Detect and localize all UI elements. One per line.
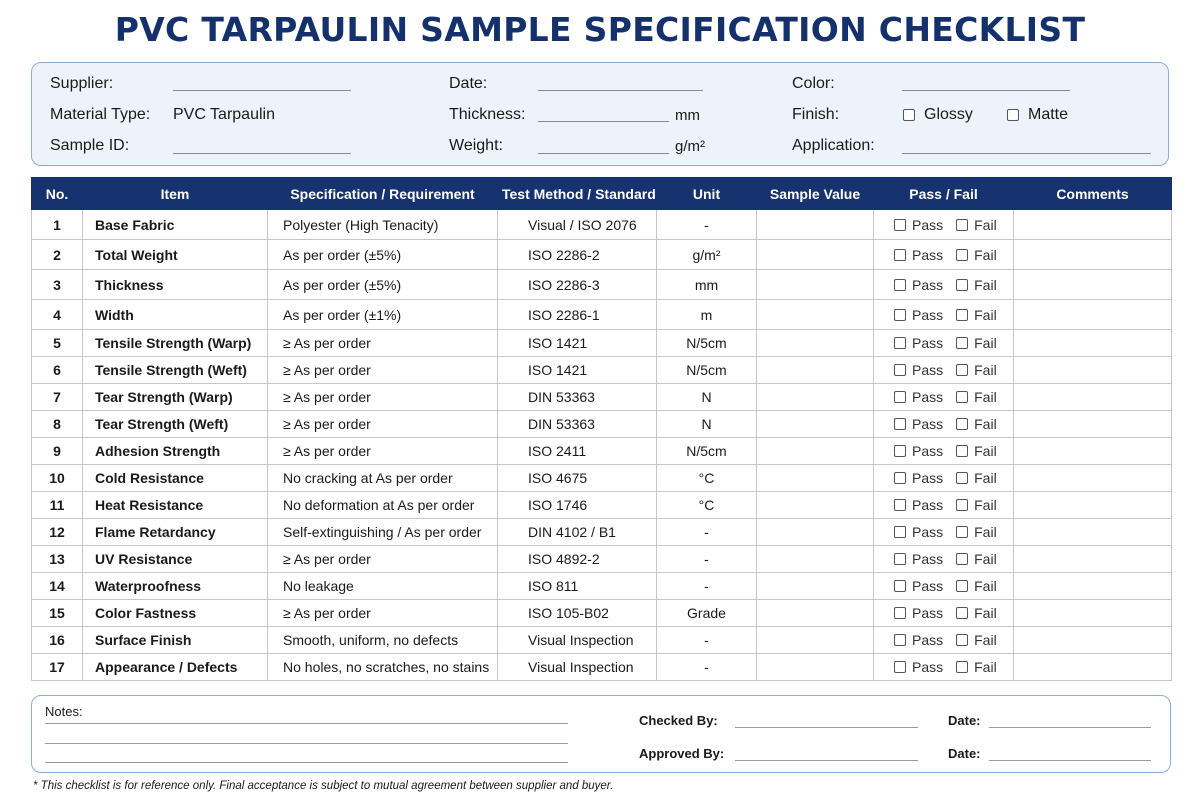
row-comments-input[interactable] [1014, 411, 1172, 438]
row-test-method: Visual / ISO 2076 [498, 210, 657, 240]
pass-checkbox[interactable] [894, 249, 906, 261]
sample-id-field[interactable] [173, 153, 351, 154]
row-number: 14 [32, 573, 83, 600]
row-item: Flame Retardancy [83, 519, 268, 546]
row-pass-fail [874, 465, 1014, 492]
row-unit: - [657, 546, 757, 573]
row-sample-value-input[interactable] [757, 357, 874, 384]
header-sample-value: Sample Value [757, 178, 874, 210]
sample-info-panel [31, 62, 1169, 166]
table-row [32, 384, 1172, 411]
row-comments-input[interactable] [1014, 384, 1172, 411]
fail-label: Fail [974, 470, 997, 486]
weight-unit: g/m² [675, 138, 705, 155]
row-spec: ≥ As per order [268, 438, 498, 465]
row-comments-input[interactable] [1014, 546, 1172, 573]
row-test-method: ISO 2286-2 [498, 240, 657, 270]
table-row [32, 240, 1172, 270]
row-test-method: DIN 53363 [498, 411, 657, 438]
fail-checkbox[interactable] [956, 279, 968, 291]
color-label: Color: [792, 75, 835, 92]
sample-id-label: Sample ID: [50, 137, 130, 154]
pass-checkbox[interactable] [894, 580, 906, 592]
row-pass-fail [874, 300, 1014, 330]
table-row [32, 270, 1172, 300]
weight-label: Weight: [449, 137, 503, 154]
row-item: Adhesion Strength [83, 438, 268, 465]
row-unit: N/5cm [657, 438, 757, 465]
row-pass-fail [874, 519, 1014, 546]
row-spec: ≥ As per order [268, 357, 498, 384]
table-row [32, 654, 1172, 681]
checked-date-label: Date: [948, 713, 981, 728]
fail-checkbox[interactable] [956, 309, 968, 321]
row-spec: ≥ As per order [268, 546, 498, 573]
row-item: Tensile Strength (Warp) [83, 330, 268, 357]
pass-label: Pass [912, 389, 944, 405]
row-item: UV Resistance [83, 546, 268, 573]
row-unit: N [657, 384, 757, 411]
fail-label: Fail [974, 306, 997, 323]
row-number: 4 [32, 300, 83, 330]
row-item: Surface Finish [83, 627, 268, 654]
fail-checkbox[interactable] [956, 634, 968, 646]
row-sample-value-input[interactable] [757, 465, 874, 492]
fail-checkbox[interactable] [956, 391, 968, 403]
row-sample-value-input[interactable] [757, 438, 874, 465]
row-number: 9 [32, 438, 83, 465]
supplier-field[interactable] [173, 90, 351, 91]
pass-checkbox[interactable] [894, 309, 906, 321]
approved-by-label: Approved By: [639, 746, 725, 761]
row-unit: - [657, 573, 757, 600]
header-no: No. [32, 178, 83, 210]
row-comments-input[interactable] [1014, 465, 1172, 492]
fail-checkbox[interactable] [956, 526, 968, 538]
fail-checkbox[interactable] [956, 472, 968, 484]
fail-checkbox[interactable] [956, 249, 968, 261]
row-comments-input[interactable] [1014, 600, 1172, 627]
checked-date-field[interactable] [989, 727, 1151, 728]
row-unit: m [657, 300, 757, 330]
row-sample-value-input[interactable] [757, 654, 874, 681]
date-field[interactable] [538, 90, 703, 91]
row-item: Tensile Strength (Weft) [83, 357, 268, 384]
row-comments-input[interactable] [1014, 270, 1172, 300]
row-number: 2 [32, 240, 83, 270]
row-spec: As per order (±5%) [268, 240, 498, 270]
thickness-field[interactable] [538, 121, 669, 122]
table-row [32, 465, 1172, 492]
row-unit: - [657, 519, 757, 546]
table-row [32, 627, 1172, 654]
row-item: Base Fabric [83, 210, 268, 240]
approved-by-field[interactable] [735, 760, 918, 761]
fail-label: Fail [974, 389, 997, 405]
table-row [32, 411, 1172, 438]
row-test-method: ISO 1421 [498, 330, 657, 357]
row-spec: No deformation at As per order [268, 492, 498, 519]
row-unit: Grade [657, 600, 757, 627]
row-comments-input[interactable] [1014, 240, 1172, 270]
pass-checkbox[interactable] [894, 219, 906, 231]
fail-label: Fail [974, 443, 997, 459]
row-comments-input[interactable] [1014, 654, 1172, 681]
table-row [32, 438, 1172, 465]
row-sample-value-input[interactable] [757, 210, 874, 240]
pass-label: Pass [912, 246, 944, 263]
fail-label: Fail [974, 551, 997, 567]
row-comments-input[interactable] [1014, 627, 1172, 654]
row-pass-fail [874, 210, 1014, 240]
pass-checkbox[interactable] [894, 364, 906, 376]
row-spec: As per order (±1%) [268, 300, 498, 330]
date-label: Date: [449, 75, 488, 92]
table-row [32, 573, 1172, 600]
fail-label: Fail [974, 659, 997, 675]
row-number: 6 [32, 357, 83, 384]
row-test-method: DIN 53363 [498, 384, 657, 411]
row-unit: N/5cm [657, 330, 757, 357]
fail-checkbox[interactable] [956, 580, 968, 592]
table-row [32, 357, 1172, 384]
fail-checkbox[interactable] [956, 607, 968, 619]
weight-field[interactable] [538, 153, 669, 154]
row-unit: mm [657, 270, 757, 300]
row-pass-fail [874, 330, 1014, 357]
row-pass-fail [874, 438, 1014, 465]
pass-label: Pass [912, 605, 944, 621]
fail-label: Fail [974, 246, 997, 263]
row-test-method: ISO 2286-3 [498, 270, 657, 300]
notes-line-3[interactable] [45, 762, 568, 763]
pass-label: Pass [912, 416, 944, 432]
table-row [32, 546, 1172, 573]
table-row [32, 300, 1172, 330]
footnote: * This checklist is for reference only. Final acceptance is subject to mutual agreement between supplier and buyer. [33, 780, 614, 792]
row-item: Waterproofness [83, 573, 268, 600]
row-number: 7 [32, 384, 83, 411]
pass-label: Pass [912, 659, 944, 675]
fail-label: Fail [974, 524, 997, 540]
row-number: 16 [32, 627, 83, 654]
fail-label: Fail [974, 605, 997, 621]
spec-table [31, 177, 1172, 681]
row-test-method: ISO 1421 [498, 357, 657, 384]
row-item: Tear Strength (Weft) [83, 411, 268, 438]
table-row [32, 330, 1172, 357]
row-item: Tear Strength (Warp) [83, 384, 268, 411]
row-comments-input[interactable] [1014, 492, 1172, 519]
row-spec: ≥ As per order [268, 411, 498, 438]
row-test-method: ISO 2286-1 [498, 300, 657, 330]
fail-checkbox[interactable] [956, 418, 968, 430]
header-unit: Unit [657, 178, 757, 210]
row-test-method: Visual Inspection [498, 627, 657, 654]
header-pass-fail: Pass / Fail [874, 178, 1014, 210]
row-sample-value-input[interactable] [757, 600, 874, 627]
fail-label: Fail [974, 276, 997, 293]
table-row [32, 210, 1172, 240]
row-test-method: ISO 811 [498, 573, 657, 600]
page-title: PVC TARPAULIN SAMPLE SPECIFICATION CHECKLIST [114, 10, 1086, 49]
row-pass-fail [874, 600, 1014, 627]
header-spec: Specification / Requirement [268, 178, 498, 210]
pass-label: Pass [912, 276, 944, 293]
pass-checkbox[interactable] [894, 499, 906, 511]
thickness-label: Thickness: [449, 106, 526, 123]
row-item: Cold Resistance [83, 465, 268, 492]
row-item: Total Weight [83, 240, 268, 270]
row-sample-value-input[interactable] [757, 573, 874, 600]
row-item: Heat Resistance [83, 492, 268, 519]
row-comments-input[interactable] [1014, 210, 1172, 240]
row-pass-fail [874, 357, 1014, 384]
row-test-method: ISO 1746 [498, 492, 657, 519]
pass-label: Pass [912, 362, 944, 378]
row-sample-value-input[interactable] [757, 330, 874, 357]
pass-label: Pass [912, 551, 944, 567]
matte-label: Matte [1028, 106, 1069, 123]
pass-label: Pass [912, 443, 944, 459]
pass-checkbox[interactable] [894, 607, 906, 619]
pass-label: Pass [912, 306, 944, 323]
matte-checkbox[interactable] [1007, 109, 1019, 121]
notes-line-2[interactable] [45, 743, 568, 744]
row-pass-fail [874, 654, 1014, 681]
pass-checkbox[interactable] [894, 337, 906, 349]
row-spec: No leakage [268, 573, 498, 600]
supplier-label: Supplier: [50, 75, 114, 92]
row-sample-value-input[interactable] [757, 300, 874, 330]
fail-checkbox[interactable] [956, 219, 968, 231]
pass-label: Pass [912, 216, 944, 233]
table-row [32, 519, 1172, 546]
pass-label: Pass [912, 335, 944, 351]
row-unit: N [657, 411, 757, 438]
header-item: Item [83, 178, 268, 210]
row-pass-fail [874, 492, 1014, 519]
row-item: Width [83, 300, 268, 330]
row-comments-input[interactable] [1014, 330, 1172, 357]
row-unit: N/5cm [657, 357, 757, 384]
row-test-method: ISO 4675 [498, 465, 657, 492]
row-test-method: DIN 4102 / B1 [498, 519, 657, 546]
row-spec: As per order (±5%) [268, 270, 498, 300]
row-number: 5 [32, 330, 83, 357]
color-field[interactable] [902, 90, 1070, 91]
row-number: 12 [32, 519, 83, 546]
header-test-method: Test Method / Standard [498, 178, 657, 210]
pass-checkbox[interactable] [894, 472, 906, 484]
pass-checkbox[interactable] [894, 634, 906, 646]
row-unit: - [657, 654, 757, 681]
row-item: Thickness [83, 270, 268, 300]
finish-label: Finish: [792, 106, 840, 123]
row-pass-fail [874, 411, 1014, 438]
material-type-label: Material Type: [50, 106, 151, 123]
row-test-method: ISO 105-B02 [498, 600, 657, 627]
fail-label: Fail [974, 362, 997, 378]
row-unit: - [657, 627, 757, 654]
row-pass-fail [874, 546, 1014, 573]
row-comments-input[interactable] [1014, 357, 1172, 384]
row-sample-value-input[interactable] [757, 492, 874, 519]
row-spec: Polyester (High Tenacity) [268, 210, 498, 240]
row-test-method: ISO 4892-2 [498, 546, 657, 573]
row-unit: - [657, 210, 757, 240]
fail-label: Fail [974, 578, 997, 594]
row-comments-input[interactable] [1014, 573, 1172, 600]
row-pass-fail [874, 384, 1014, 411]
table-row [32, 600, 1172, 627]
row-number: 3 [32, 270, 83, 300]
fail-checkbox[interactable] [956, 445, 968, 457]
table-row [32, 492, 1172, 519]
pass-label: Pass [912, 578, 944, 594]
fail-checkbox[interactable] [956, 337, 968, 349]
pass-label: Pass [912, 524, 944, 540]
row-pass-fail [874, 270, 1014, 300]
fail-checkbox[interactable] [956, 364, 968, 376]
row-unit: g/m² [657, 240, 757, 270]
fail-label: Fail [974, 216, 997, 233]
row-sample-value-input[interactable] [757, 519, 874, 546]
row-comments-input[interactable] [1014, 300, 1172, 330]
row-spec: Self-extinguishing / As per order [268, 519, 498, 546]
glossy-label: Glossy [924, 106, 973, 123]
row-spec: ≥ As per order [268, 600, 498, 627]
header-comments: Comments [1014, 178, 1172, 210]
row-number: 10 [32, 465, 83, 492]
fail-label: Fail [974, 416, 997, 432]
row-spec: No cracking at As per order [268, 465, 498, 492]
pass-checkbox[interactable] [894, 391, 906, 403]
row-unit: °C [657, 465, 757, 492]
row-pass-fail [874, 627, 1014, 654]
row-item: Color Fastness [83, 600, 268, 627]
row-sample-value-input[interactable] [757, 270, 874, 300]
fail-checkbox[interactable] [956, 553, 968, 565]
pass-checkbox[interactable] [894, 661, 906, 673]
notes-label: Notes: [45, 704, 83, 719]
approved-date-label: Date: [948, 746, 981, 761]
row-sample-value-input[interactable] [757, 546, 874, 573]
application-label: Application: [792, 137, 875, 154]
row-number: 17 [32, 654, 83, 681]
row-spec: No holes, no scratches, no stains [268, 654, 498, 681]
approved-date-field[interactable] [989, 760, 1151, 761]
row-test-method: ISO 2411 [498, 438, 657, 465]
checked-by-field[interactable] [735, 727, 918, 728]
glossy-checkbox[interactable] [903, 109, 915, 121]
pass-checkbox[interactable] [894, 445, 906, 457]
row-number: 1 [32, 210, 83, 240]
application-field[interactable] [902, 153, 1151, 154]
fail-checkbox[interactable] [956, 661, 968, 673]
row-sample-value-input[interactable] [757, 240, 874, 270]
pass-checkbox[interactable] [894, 526, 906, 538]
pass-checkbox[interactable] [894, 279, 906, 291]
row-number: 13 [32, 546, 83, 573]
fail-label: Fail [974, 335, 997, 351]
row-comments-input[interactable] [1014, 519, 1172, 546]
row-unit: °C [657, 492, 757, 519]
pass-label: Pass [912, 470, 944, 486]
row-spec: Smooth, uniform, no defects [268, 627, 498, 654]
table-header-row [32, 178, 1172, 210]
row-number: 8 [32, 411, 83, 438]
row-pass-fail [874, 573, 1014, 600]
thickness-unit: mm [675, 107, 700, 124]
row-number: 11 [32, 492, 83, 519]
checked-by-label: Checked By: [639, 713, 718, 728]
notes-signoff-panel [31, 695, 1171, 773]
row-test-method: Visual Inspection [498, 654, 657, 681]
pass-checkbox[interactable] [894, 418, 906, 430]
fail-label: Fail [974, 632, 997, 648]
pass-checkbox[interactable] [894, 553, 906, 565]
pass-label: Pass [912, 497, 944, 513]
row-sample-value-input[interactable] [757, 384, 874, 411]
row-spec: ≥ As per order [268, 330, 498, 357]
row-item: Appearance / Defects [83, 654, 268, 681]
row-number: 15 [32, 600, 83, 627]
row-pass-fail [874, 240, 1014, 270]
row-comments-input[interactable] [1014, 438, 1172, 465]
pass-label: Pass [912, 632, 944, 648]
notes-line-1[interactable] [45, 723, 568, 724]
fail-checkbox[interactable] [956, 499, 968, 511]
fail-label: Fail [974, 497, 997, 513]
row-spec: ≥ As per order [268, 384, 498, 411]
material-type-value: PVC Tarpaulin [173, 106, 275, 123]
row-sample-value-input[interactable] [757, 411, 874, 438]
row-sample-value-input[interactable] [757, 627, 874, 654]
